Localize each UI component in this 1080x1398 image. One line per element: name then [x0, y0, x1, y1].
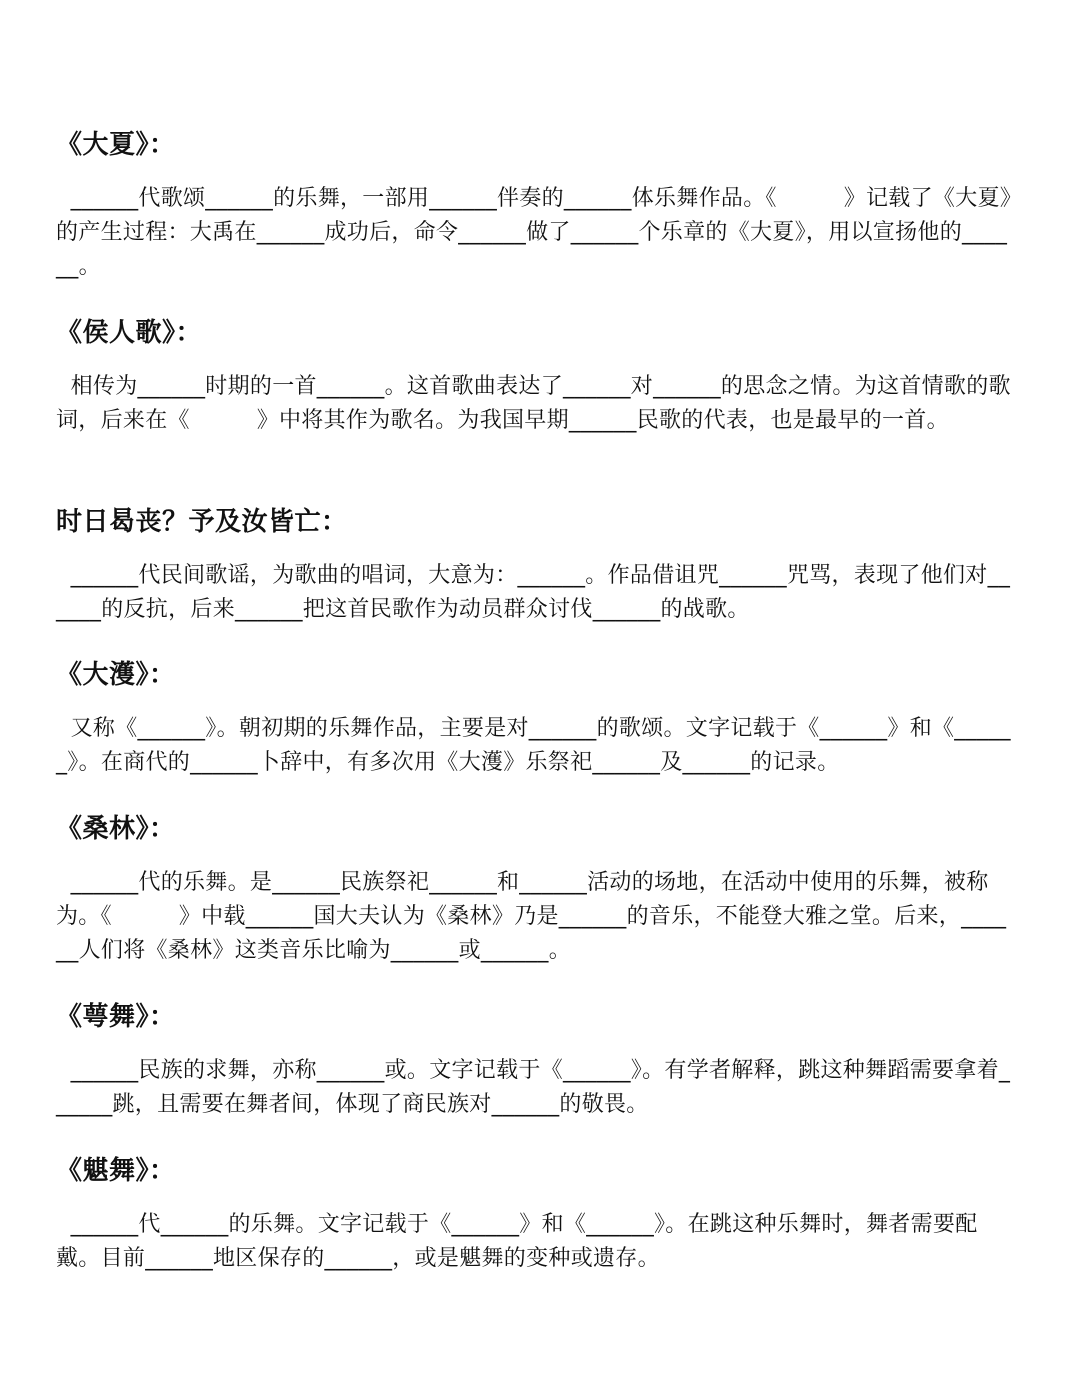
section-body: ______代______的乐舞。文字记载于《______》和《______》。在跳这种乐舞时，舞者需要配戴。目前______地区保存的______，或是魌舞的变种或遗存。 — [56, 1212, 978, 1271]
section-heading: 时日曷丧？予及汝皆亡： — [56, 507, 348, 537]
section-ewu — [56, 1000, 1016, 1122]
section-body: ______代歌颂______的乐舞，一部用______伴奏的______体乐舞作品。《 》记载了《大夏》的产生过程：大禹在______成功后，命令______做了______个乐章的《大夏》，用以宣扬他的______。 — [56, 186, 1012, 279]
section-body: ______代的乐舞。是______民族祭祀______和______活动的场地，在活动中使用的乐舞，被称为。《 》中载______国大夫认为《桑林》乃是______的音乐，不能登大雅之堂。后来，______人们将《桑林》这类音乐比喻为______或______。 — [56, 870, 1007, 963]
section-heading: 《大夏》： — [56, 130, 176, 160]
section-heading: 《桑林》： — [56, 814, 176, 844]
section-shiri — [56, 505, 1016, 627]
section-daxia — [56, 128, 1016, 284]
section-body: ______代民间歌谣，为歌曲的唱词，大意为：______。作品借诅咒______咒骂，表现了他们对______的反抗，后来______把这首民歌作为动员群众讨伐______的战歌。 — [56, 563, 1011, 622]
section-heading: 《侯人歌》： — [56, 318, 203, 348]
section-hourenge — [56, 316, 1016, 438]
section-heading: 《萼舞》： — [56, 1002, 176, 1032]
section-sanglin — [56, 812, 1016, 968]
section-body: ______民族的求舞，亦称______或。文字记载于《______》。有学者解释，跳这种舞蹈需要拿着______跳，且需要在舞者间，体现了商民族对______的敬畏。 — [56, 1058, 1011, 1117]
section-heading: 《魌舞》： — [56, 1156, 176, 1186]
section-body: 又称《______》。朝初期的乐舞作品，主要是对______的歌颂。文字记载于《______》和《______》。在商代的______卜辞中，有多次用《大濩》乐祭祀______及______的记录。 — [56, 716, 1011, 775]
section-dahuo — [56, 658, 1016, 780]
section-qiwu — [56, 1154, 1016, 1276]
section-heading: 《大濩》： — [56, 660, 176, 690]
section-body: 相传为______时期的一首______。这首歌曲表达了______对______的思念之情。为这首情歌的歌词，后来在《 》中将其作为歌名。为我国早期______民歌的代表，也是最早的一首。 — [56, 374, 1011, 433]
